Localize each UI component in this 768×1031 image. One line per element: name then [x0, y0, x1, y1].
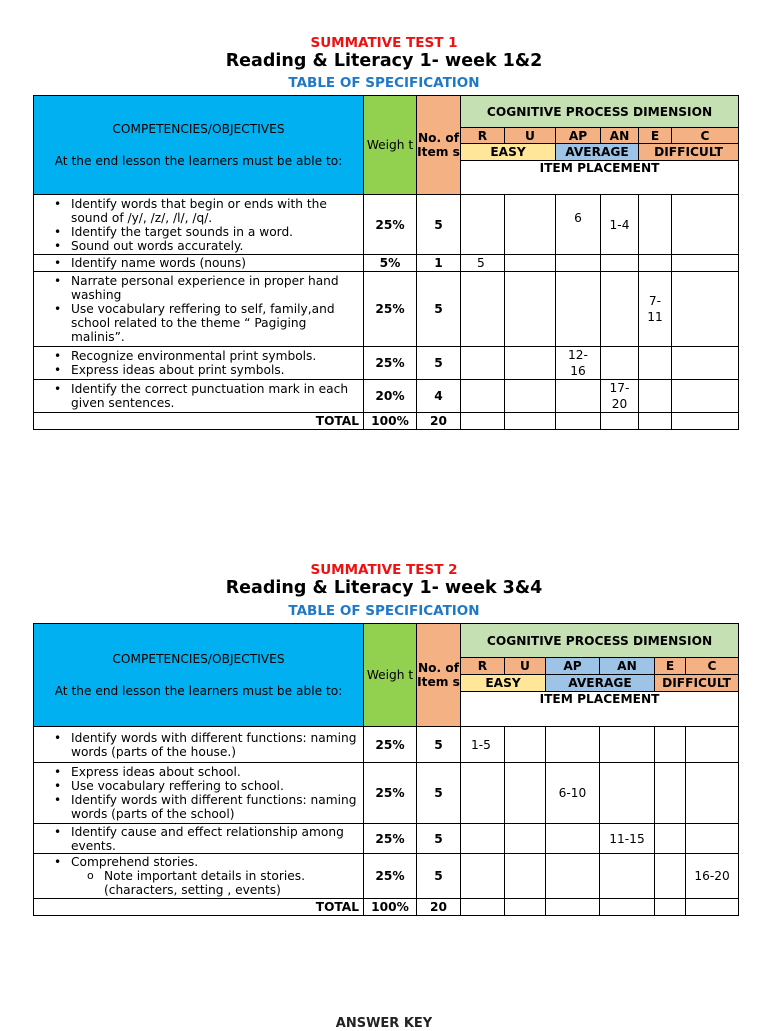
total-items: 20	[417, 899, 461, 916]
u-cell	[505, 195, 556, 255]
ap-cell	[556, 380, 601, 413]
total-row	[34, 413, 739, 430]
empty-cell	[505, 899, 546, 916]
u-cell	[505, 255, 556, 272]
r-cell	[461, 824, 505, 854]
u-cell	[505, 824, 546, 854]
competencies-label: COMPETENCIES/OBJECTIVES	[112, 122, 285, 136]
difficult-band: DIFFICULT	[655, 675, 739, 692]
total-label: TOTAL	[34, 413, 364, 430]
objective-item: • Recognize environmental print symbols.	[71, 349, 363, 363]
items-header	[417, 96, 461, 195]
table-row	[34, 380, 739, 413]
total-label: TOTAL	[34, 899, 364, 916]
an-cell: 11-15	[600, 824, 655, 854]
items-cell: 5	[417, 727, 461, 763]
empty-cell	[461, 899, 505, 916]
average-band: AVERAGE	[546, 675, 655, 692]
table-row	[34, 727, 739, 763]
answer-key-heading: ANSWER KEY	[335, 1016, 433, 1031]
weight-cell: 25%	[364, 824, 417, 854]
u-cell	[505, 727, 546, 763]
test2-label: SUMMATIVE TEST 2	[310, 562, 458, 578]
weight-header: Weigh t	[364, 96, 417, 195]
test1-title: Reading & Literacy 1- week 1&2	[225, 51, 543, 71]
e-cell	[655, 824, 686, 854]
e-cell	[639, 255, 672, 272]
items-header-label: No. of Item s	[417, 131, 460, 159]
e-cell	[639, 347, 672, 380]
c-cell	[672, 272, 739, 347]
level-an: AN	[600, 658, 655, 675]
table-row	[34, 347, 739, 380]
cognitive-process-header: COGNITIVE PROCESS DIMENSION	[461, 624, 739, 658]
table-row	[34, 272, 739, 347]
ap-cell: 6-10	[546, 763, 600, 824]
objective-item: • Identify cause and effect relationship among events.	[71, 825, 363, 853]
test2-specification-table	[33, 623, 739, 916]
objectives-cell	[34, 195, 364, 255]
level-u: U	[505, 128, 556, 144]
empty-cell	[686, 899, 739, 916]
ap-cell: 12-16	[556, 347, 601, 380]
objective-text: Comprehend stories.	[71, 855, 199, 869]
objectives-cell	[34, 255, 364, 272]
weight-header: Weigh t	[364, 624, 417, 727]
c-cell	[672, 255, 739, 272]
average-band: AVERAGE	[556, 144, 639, 161]
items-cell: 5	[417, 195, 461, 255]
objectives-cell	[34, 272, 364, 347]
competencies-label: COMPETENCIES/OBJECTIVES	[112, 652, 285, 666]
u-cell	[505, 854, 546, 899]
c-cell	[686, 763, 739, 824]
e-cell	[655, 854, 686, 899]
empty-cell	[505, 413, 556, 430]
items-cell: 5	[417, 272, 461, 347]
level-ap: AP	[546, 658, 600, 675]
level-ap: AP	[556, 128, 601, 144]
objective-item: • Express ideas about school.	[71, 765, 363, 779]
ap-cell	[546, 824, 600, 854]
items-cell: 5	[417, 824, 461, 854]
objectives-cell	[34, 347, 364, 380]
objective-item	[71, 855, 363, 897]
r-cell: 1-5	[461, 727, 505, 763]
r-cell: 5	[461, 255, 505, 272]
an-cell	[600, 763, 655, 824]
level-e: E	[639, 128, 672, 144]
item-placement-header: ITEM PLACEMENT	[461, 692, 739, 727]
level-c: C	[672, 128, 739, 144]
total-weight: 100%	[364, 413, 417, 430]
ap-cell	[546, 727, 600, 763]
total-items: 20	[417, 413, 461, 430]
items-header-label: No. of Item s	[417, 661, 460, 689]
test1-label: SUMMATIVE TEST 1	[310, 35, 458, 51]
r-cell	[461, 380, 505, 413]
objectives-cell	[34, 380, 364, 413]
objective-item: • Identify words that begin or ends with the sound of /y/, /z/, /l/, /q/.	[71, 197, 363, 225]
weight-cell: 5%	[364, 255, 417, 272]
table-row	[34, 854, 739, 899]
end-lesson-label: At the end lesson the learners must be able to:	[54, 154, 343, 168]
e-cell	[655, 763, 686, 824]
item-placement-header: ITEM PLACEMENT	[461, 161, 739, 195]
easy-band: EASY	[461, 675, 546, 692]
test1-specification-table	[33, 95, 739, 430]
weight-cell: 25%	[364, 763, 417, 824]
r-cell	[461, 763, 505, 824]
objective-item: • Sound out words accurately.	[71, 239, 363, 253]
weight-cell: 25%	[364, 727, 417, 763]
c-cell: 16-20	[686, 854, 739, 899]
objective-item: • Identify the correct punctuation mark in each given sentences.	[71, 382, 363, 410]
u-cell	[505, 380, 556, 413]
table-row	[34, 255, 739, 272]
level-an: AN	[601, 128, 639, 144]
e-cell: 7-11	[639, 272, 672, 347]
empty-cell	[655, 899, 686, 916]
e-cell	[655, 727, 686, 763]
an-cell: 17-20	[601, 380, 639, 413]
r-cell	[461, 854, 505, 899]
r-cell	[461, 272, 505, 347]
weight-cell: 25%	[364, 347, 417, 380]
items-cell: 5	[417, 854, 461, 899]
competencies-header	[34, 96, 364, 195]
level-r: R	[461, 658, 505, 675]
e-cell	[639, 195, 672, 255]
sub-objective-item: o Note important details in stories. (characters, setting , events)	[104, 869, 363, 897]
weight-cell: 25%	[364, 195, 417, 255]
c-cell	[686, 824, 739, 854]
weight-cell: 20%	[364, 380, 417, 413]
an-cell	[600, 727, 655, 763]
objective-item: • Identify name words (nouns)	[71, 256, 363, 270]
end-lesson-label: At the end lesson the learners must be able to:	[54, 684, 343, 698]
empty-cell	[546, 899, 600, 916]
weight-cell: 25%	[364, 854, 417, 899]
items-cell: 5	[417, 347, 461, 380]
items-header	[417, 624, 461, 727]
objectives-cell	[34, 727, 364, 763]
empty-cell	[672, 413, 739, 430]
objectives-cell	[34, 763, 364, 824]
items-cell: 5	[417, 763, 461, 824]
difficult-band: DIFFICULT	[639, 144, 739, 161]
test1-subtitle: TABLE OF SPECIFICATION	[288, 75, 480, 91]
c-cell	[672, 380, 739, 413]
an-cell: 1-4	[601, 195, 639, 255]
items-cell: 1	[417, 255, 461, 272]
total-row	[34, 899, 739, 916]
objective-item: • Identify the target sounds in a word.	[71, 225, 363, 239]
ap-cell	[556, 255, 601, 272]
cognitive-process-header: COGNITIVE PROCESS DIMENSION	[461, 96, 739, 128]
empty-cell	[639, 413, 672, 430]
level-e: E	[655, 658, 686, 675]
competencies-header	[34, 624, 364, 727]
empty-cell	[461, 413, 505, 430]
an-cell	[600, 854, 655, 899]
objective-item: • Express ideas about print symbols.	[71, 363, 363, 377]
objective-item: • Use vocabulary reffering to self, family,and school related to the theme “ Pagiging malinis”.	[71, 302, 363, 344]
objective-item: • Identify words with different functions: naming words (parts of the school)	[71, 793, 363, 821]
ap-cell	[556, 272, 601, 347]
table-row	[34, 824, 739, 854]
an-cell	[601, 347, 639, 380]
table-row	[34, 763, 739, 824]
c-cell	[672, 195, 739, 255]
r-cell	[461, 347, 505, 380]
table-row	[34, 195, 739, 255]
total-weight: 100%	[364, 899, 417, 916]
an-cell	[601, 255, 639, 272]
u-cell	[505, 272, 556, 347]
easy-band: EASY	[461, 144, 556, 161]
objective-item: • Use vocabulary reffering to school.	[71, 779, 363, 793]
an-cell	[601, 272, 639, 347]
objectives-cell	[34, 854, 364, 899]
level-c: C	[686, 658, 739, 675]
level-r: R	[461, 128, 505, 144]
test2-subtitle: TABLE OF SPECIFICATION	[288, 603, 480, 619]
objective-item: • Identify words with different functions: naming words (parts of the house.)	[71, 731, 363, 759]
ap-cell	[546, 854, 600, 899]
test2-title: Reading & Literacy 1- week 3&4	[225, 578, 543, 598]
c-cell	[686, 727, 739, 763]
objectives-cell	[34, 824, 364, 854]
empty-cell	[600, 899, 655, 916]
u-cell	[505, 347, 556, 380]
level-u: U	[505, 658, 546, 675]
u-cell	[505, 763, 546, 824]
ap-cell: 6	[556, 195, 601, 255]
r-cell	[461, 195, 505, 255]
weight-cell: 25%	[364, 272, 417, 347]
empty-cell	[601, 413, 639, 430]
empty-cell	[556, 413, 601, 430]
objective-item: • Narrate personal experience in proper hand washing	[71, 274, 363, 302]
items-cell: 4	[417, 380, 461, 413]
c-cell	[672, 347, 739, 380]
e-cell	[639, 380, 672, 413]
